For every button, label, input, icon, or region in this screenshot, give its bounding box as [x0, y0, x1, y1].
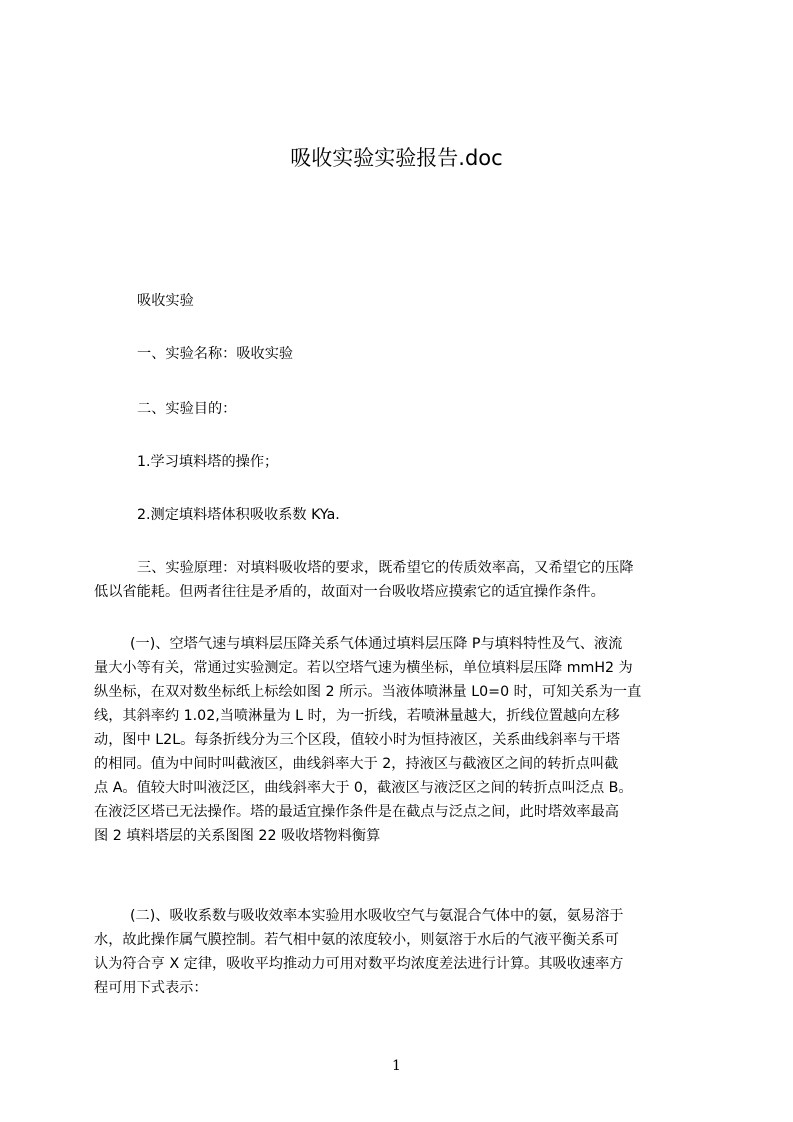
section-experiment-name: 一、实验名称：吸收实验 [137, 346, 294, 362]
section-experiment-purpose: 二、实验目的： [137, 401, 237, 417]
part2-line: 水，故此操作属气膜控制。若气相中氨的浓度较小，则氨溶于水后的气液平衡关系可 [94, 932, 619, 948]
part1-line: 的相同。值为中间时叫截液区，曲线斜率大于 2，持液区与截液区之间的转折点叫截 [94, 756, 619, 772]
part2-line: (二)、吸收系数与吸收效率本实验用水吸收空气与氨混合气体中的氨，氨易溶于 [130, 908, 624, 924]
part1-line: 在液泛区塔已无法操作。塔的最适宜操作条件是在截点与泛点之间，此时塔效率最高 [94, 804, 619, 820]
part2-line: 程可用下式表示： [94, 980, 208, 996]
page-number: 1 [392, 1058, 401, 1074]
part1-line: 量大小等有关，常通过实验测定。若以空塔气速为横坐标，单位填料层压降 mmH2 为 [94, 660, 633, 676]
purpose-item-2: 2.测定填料塔体积吸收系数 KYa. [137, 507, 340, 523]
principle-line: 低以省能耗。但两者往往是矛盾的，故面对一台吸收塔应摸索它的适宜操作条件。 [94, 584, 605, 600]
purpose-item-1: 1.学习填料塔的操作； [137, 454, 279, 470]
document-title: 吸收实验实验报告.doc [290, 146, 503, 170]
part1-line: 线，其斜率约 1.02,当喷淋量为 L 时，为一折线，若喷淋量越大，折线位置越向左移 [94, 708, 620, 724]
part1-line: (一)、空塔气速与填料层压降关系气体通过填料层压降 P与填料特性及气、液流 [130, 636, 623, 652]
heading-text: 吸收实验 [137, 293, 194, 309]
part1-line: 点 A。值较大时叫液泛区，曲线斜率大于 0，截液区与液泛区之间的转折点叫泛点 B。 [94, 780, 633, 796]
part2-line: 认为符合亨 X 定律，吸收平均推动力可用对数平均浓度差法进行计算。其吸收速率方 [94, 956, 624, 972]
principle-line: 三、实验原理：对填料吸收塔的要求，既希望它的传质效率高，又希望它的压降 [137, 560, 634, 576]
part1-line: 动，图中 L2L。每条折线分为三个区段，值较小时为恒持液区，关系曲线斜率与干塔 [94, 732, 620, 748]
part1-line: 图 2 填料塔层的关系图图 22 吸收塔物料衡算 [94, 828, 381, 844]
part1-line: 纵坐标，在双对数坐标纸上标绘如图 2 所示。当液体喷淋量 L0=0 时，可知关系为一直 [94, 684, 642, 700]
